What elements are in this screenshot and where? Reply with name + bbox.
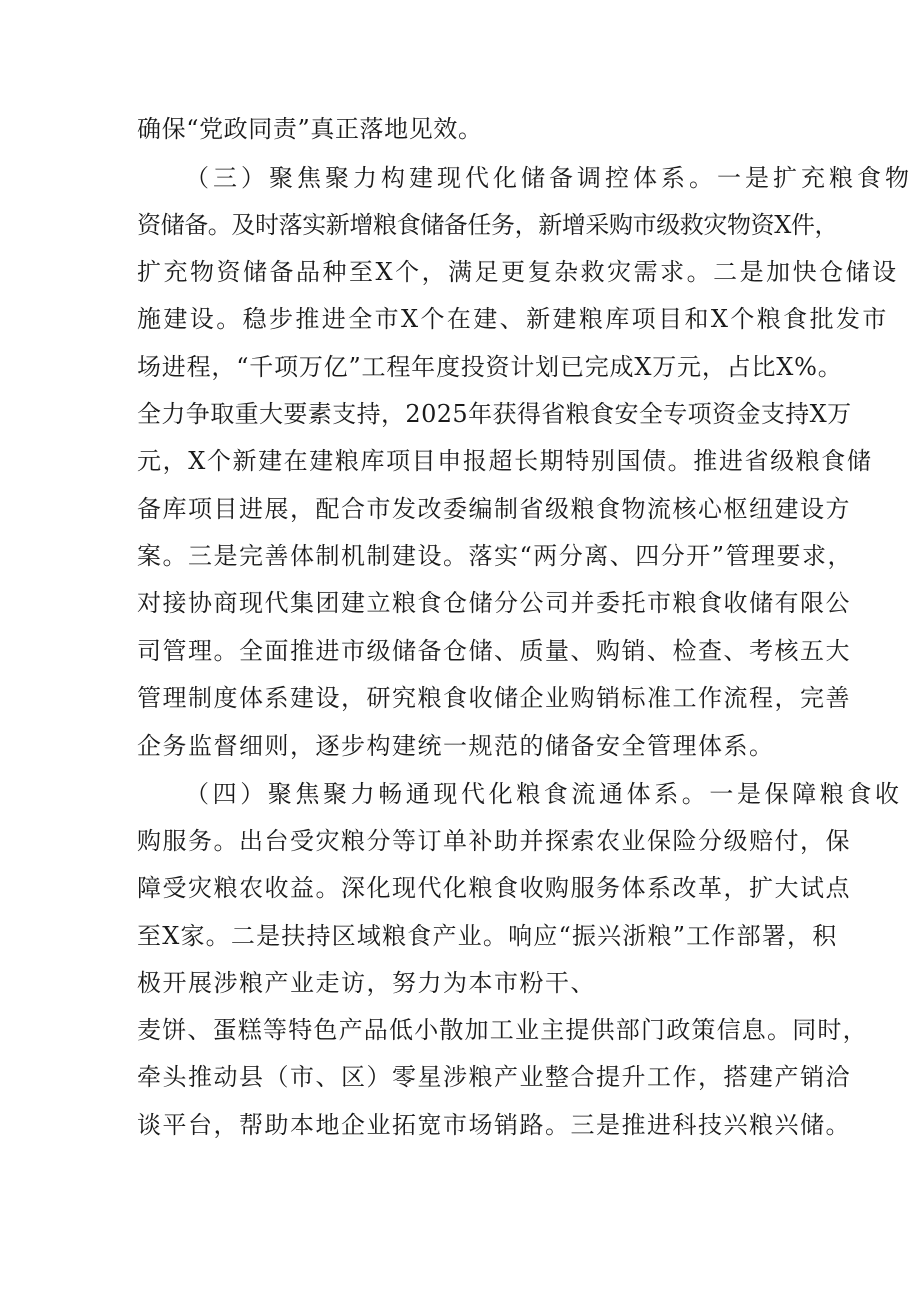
text-line-21: 牵头推动县（市、区）零星涉粮产业整合提升工作，搭建产销洽 — [137, 1063, 851, 1091]
paragraph-4-first-line: （四）聚焦聚力畅通现代化粮食流通体系。一是保障粮食收 — [185, 780, 903, 808]
text-line-14: 企务监督细则，逐步构建统一规范的储备安全管理体系。 — [137, 732, 775, 760]
text-line-6: 场进程，“千项万亿”工程年度投资计划已完成X万元，占比X%。 — [137, 353, 843, 381]
text-line-4: 扩充物资储备品种至X个，满足更复杂救灾需求。二是加快仓储设 — [137, 258, 899, 286]
text-line-3: 资储备。及时落实新增粮食储备任务，新增采购市级救灾物资X件， — [137, 211, 839, 239]
text-line-9: 备库项目进展，配合市发改委编制省级粮食物流核心枢纽建设方 — [137, 495, 851, 523]
text-line-11: 对接协商现代集团建立粮食仓储分公司并委托市粮食收储有限公 — [137, 589, 851, 617]
text-line-16: 购服务。出台受灾粮分等订单补助并探索农业保险分级赔付，保 — [137, 827, 851, 855]
text-line-10: 案。三是完善体制机制建设。落实“两分离、四分开”管理要求， — [137, 542, 854, 570]
text-line-18: 至X家。二是扶持区域粮食产业。响应“振兴浙粮”工作部署，积 — [137, 922, 838, 950]
text-line-19: 极开展涉粮产业走访，努力为本市粉干、 — [137, 969, 596, 997]
text-line-12: 司管理。全面推进市级储备仓储、质量、购销、检查、考核五大 — [137, 637, 851, 665]
text-line-17: 障受灾粮农收益。深化现代化粮食收购服务体系改革，扩大试点 — [137, 874, 851, 902]
text-line-8: 元，X个新建在建粮库项目申报超长期特别国债。推进省级粮食储 — [137, 447, 873, 475]
paragraph-3-first-line: （三）聚焦聚力构建现代化储备调控体系。一是扩充粮食物 — [185, 164, 913, 192]
text-line-13: 管理制度体系建设，研究粮食收储企业购销标准工作流程，完善 — [137, 684, 851, 712]
text-line-22: 谈平台，帮助本地企业拓宽市场销路。三是推进科技兴粮兴储。 — [137, 1111, 851, 1139]
text-line-5: 施建设。稳步推进全市X个在建、新建粮库项目和X个粮食批发市 — [137, 305, 889, 333]
text-line-7: 全力争取重大要素支持，2025年获得省粮食安全专项资金支持X万 — [137, 400, 852, 428]
text-line-20: 麦饼、蛋糕等特色产品低小散加工业主提供部门政策信息。同时， — [137, 1016, 868, 1044]
text-line-1: 确保“党政同责”真正落地见效。 — [137, 115, 483, 143]
